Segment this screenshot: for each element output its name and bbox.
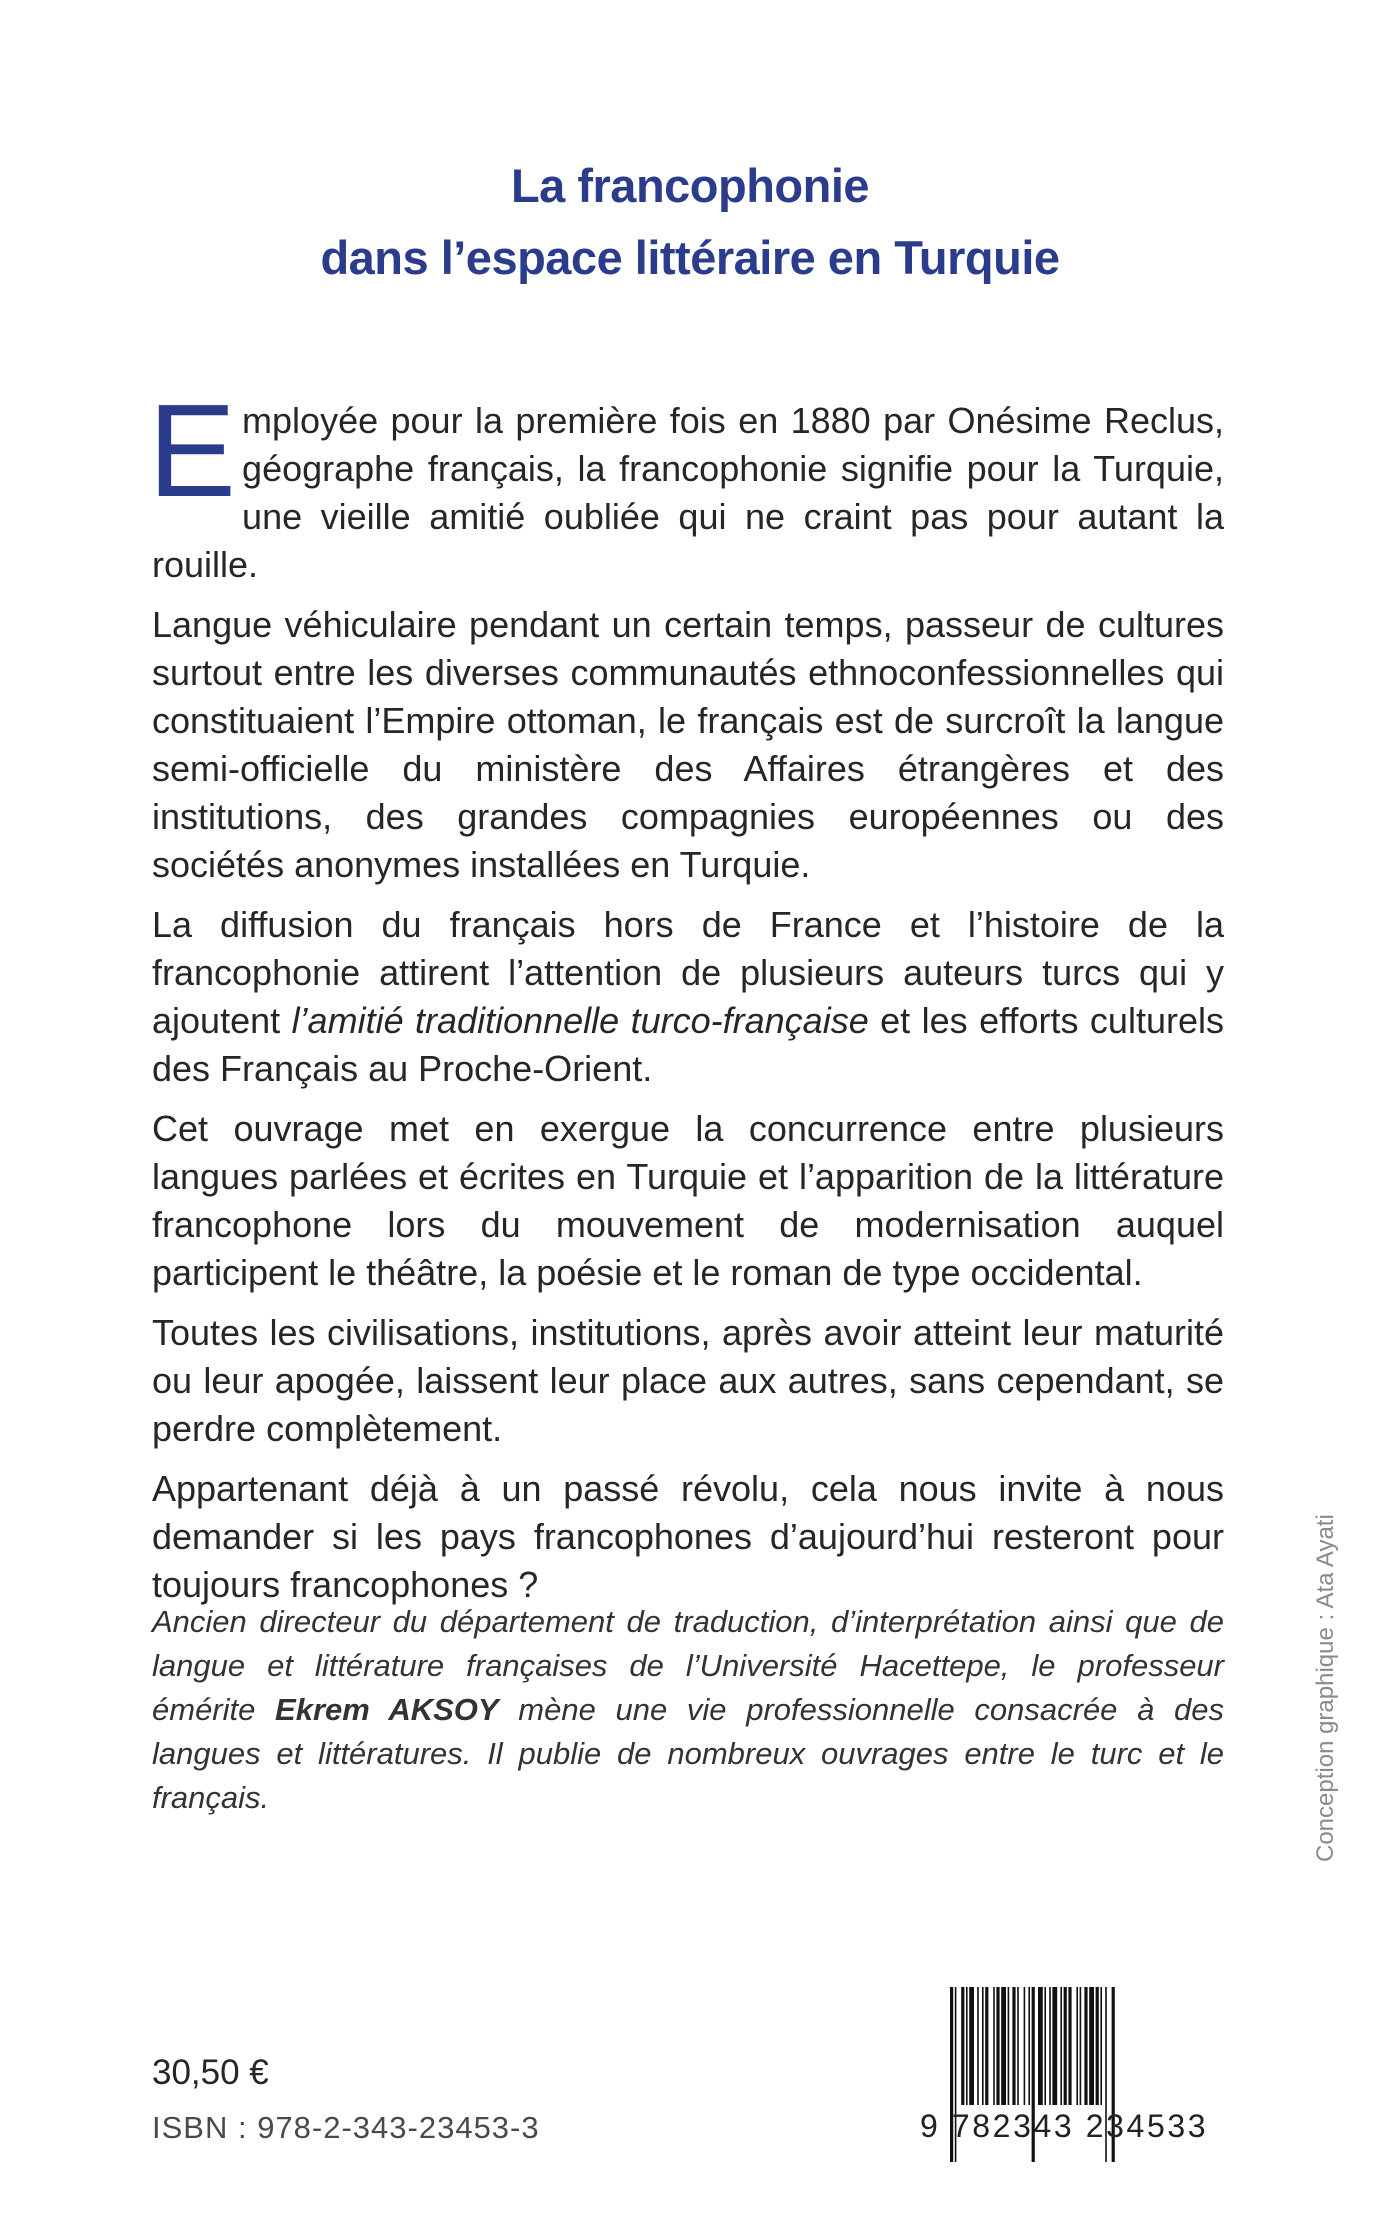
drop-cap: E [148, 377, 237, 524]
barcode-bar [1076, 1987, 1078, 2105]
paragraph-5: Toutes les civilisations, institutions, après avoir atteint leur maturité ou leur apogée, laissent leur place aux autres, sans cependant, se perdre complètement. [152, 1312, 1224, 1449]
barcode-bar [1049, 1987, 1051, 2105]
price: 30,50 € [152, 2053, 269, 2092]
barcode-bar [1017, 1987, 1019, 2105]
book-title [0, 150, 1380, 294]
barcode-bar [1008, 1987, 1010, 2105]
barcode-bar [1038, 1987, 1043, 2105]
barcode-digits: 9 782343 234533 [920, 2108, 1209, 2144]
paragraph-3-emphasis: l’amitié traditionnelle turco-française [291, 1000, 869, 1041]
paragraph-1-text: mployée pour la première fois en 1880 par Onésime Reclus, géographe français, la francophonie signifie pour la Turquie, une vieille amitié oubliée qui ne craint pas pour autant la rouille. [152, 400, 1224, 585]
barcode-bar [1024, 1987, 1026, 2105]
paragraph-3-end: et les efforts culturels des Français au Proche-Orient. [152, 1000, 1224, 1089]
barcode-bar [1080, 1987, 1082, 2105]
paragraph-6: Appartenant déjà à un passé révolu, cela nous invite à nous demander si les pays francophones d’aujourd’hui resteront pour toujours francophones ? [152, 1468, 1224, 1605]
paragraph-2: Langue véhiculaire pendant un certain temps, passeur de cultures surtout entre les diverses communautés ethnoconfessionnelles qui constituaient l’Empire ottoman, le français est de surcroît la langue semi-officielle du ministère des Affaires étrangères et des institutions, des grandes compagnies européennes ou des sociétés anonymes installées en Turquie. [152, 604, 1224, 885]
barcode-bar [1028, 1987, 1030, 2105]
barcode-bar [1012, 1987, 1015, 2105]
paragraph-1 [148, 377, 1224, 589]
barcode-bar [977, 1987, 979, 2105]
paragraph-3 [152, 901, 1224, 1093]
bio-end: mène une vie professionnelle consacrée à des langues et littératures. Il publie de nombreux ouvrages entre le turc et le français. [152, 1692, 1224, 1815]
barcode-bar [985, 1987, 988, 2105]
author-bio [152, 1600, 1224, 1820]
barcode-bar [993, 1987, 995, 2105]
isbn: ISBN : 978-2-343-23453-3 [152, 2110, 540, 2145]
barcode-bar [1044, 1987, 1046, 2105]
barcode-bar [969, 1987, 974, 2105]
bio-start: Ancien directeur du département de traduction, d’interprétation ainsi que de langue et littérature françaises de l’Université Hacettepe, le professeur émérite [152, 1604, 1224, 1727]
barcode-bar [1068, 1987, 1071, 2105]
barcode-bar [996, 1987, 999, 2105]
back-cover-summary [148, 377, 1224, 1621]
author-name: Ekrem AKSOY [275, 1692, 499, 1727]
barcode-bar [1089, 1987, 1094, 2105]
barcode-bar [1001, 1987, 1006, 2105]
paragraph-4: Cet ouvrage met en exergue la concurrence entre plusieurs langues parlées et écrites en Turquie et l’apparition de la littérature francophone lors du mouvement de modernisation auquel participent le théâtre, la poésie et le roman de type occidental. [152, 1108, 1224, 1293]
barcode-bar [982, 1987, 984, 2105]
barcode-bar [1064, 1987, 1067, 2105]
title-line-1: La francophonie [510, 159, 870, 212]
barcode-bar [961, 1987, 964, 2105]
barcode-bar [1100, 1987, 1102, 2105]
design-credit: Conception graphique : Ata Ayati [1312, 1514, 1339, 1862]
title-line-2: dans l’espace littéraire en Turquie [320, 231, 1060, 284]
paragraph-3-start: La diffusion du français hors de France et l’histoire de la francophonie attirent l’attention de plusieurs auteurs turcs qui y ajoutent [152, 904, 1224, 1041]
barcode-bar [1084, 1987, 1087, 2105]
barcode-bar [1060, 1987, 1062, 2105]
barcode-bar [966, 1987, 968, 2105]
barcode-bar [1096, 1987, 1099, 2105]
barcode-bar [1052, 1987, 1057, 2105]
